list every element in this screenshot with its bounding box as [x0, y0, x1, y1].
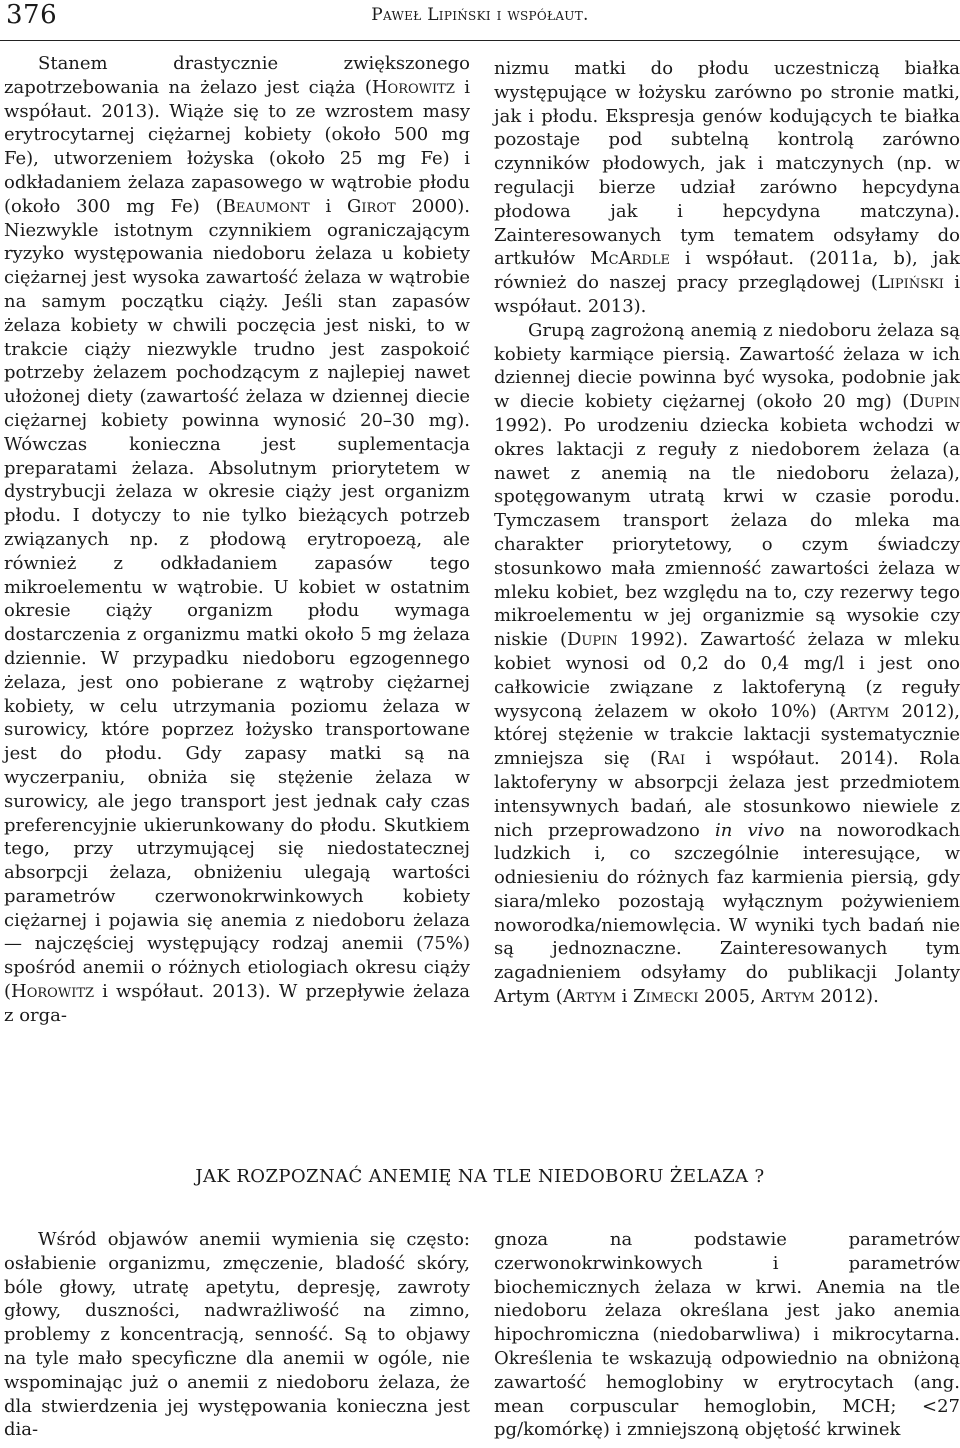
body-paragraph-continued: gnoza na podstawie parametrów czerwonokrwinkowych i parametrów biochemicznych żelaza w krwi. Anemia na tle niedoboru żelaza określana jest jako anemia hipochromiczna (niedobarwliwa) i mikrocytarna. Określenia te wskazują odpowiednio na obniżoną zawartość hemoglobiny w erytrocytach (ang. mean corpuscular hemoglobin, MCH; <27 pg/komórkę) i zmniejszoną objętość krwinek	[494, 1229, 960, 1441]
author-citation: Lipiński	[877, 272, 944, 294]
body-paragraph: Grupą zagrożoną anemią z niedoboru żelaza są kobiety karmiące piersią. Zawartość żelaza w ich dziennej diecie powinna być wysoka, podobnie jak w diecie kobiety ciężarnej (około 20 mg) (Dupin 1992). Po urodzeniu dziecka kobieta wchodzi w okres laktacji z reguły z niedoborem żelaza (a nawet z anemią na tle niedoboru żelaza), spotęgowanym utratą krwi w czasie porodu. Tymczasem transport żelaza do mleka ma charakter priorytetowy, o czym świadczy stosunkowo mała zmienność zawartości żelaza w mleku kobiet, bez względu na to, czy rezerwy tego mikroelementu w jej organizmie są wysokie czy niskie (Dupin 1992). Zawartość żelaza w mleku kobiet wynosi od 0,2 do 0,4 mg/l i jest ono całkowicie związane z laktoferyną (z reguły wysyconą żelazem w około 10%) (Artym 2012), której stężenie w trakcie laktacji systematycznie zmniejsza się (Rai i współaut. 2014). Rola laktoferyny w absorpcji żelaza jest przedmiotem intensywnych badań, ale stosunkowo niewiele z nich przeprowadzono in vivo na noworodkach ludzkich i, co szczególnie interesujące, w odniesieniu do różnych faz karmienia piersią, gdy siara/mleko pozostają wyłącznym pożywieniem noworodka/niemowlęcia. W wyniki tych badań nie są jednoznaczne. Zainteresowanych tym zagadnieniem odsyłamy do publikacji Jolanty Artym (Artym i Zimecki 2005, Artym 2012).	[494, 319, 960, 1008]
left-column-bottom	[4, 1228, 470, 1442]
running-header	[0, 0, 960, 41]
right-column-top	[494, 57, 960, 1009]
left-column-top	[4, 52, 470, 1028]
author-citation: Beaumont	[222, 195, 310, 217]
body-paragraph: Wśród objawów anemii wymienia się często: osłabienie organizmu, zmęczenie, bladość skóry, bóle głowy, utratę apetytu, depresję, zawroty głowy, duszności, nadwrażliwość na zimno, problemy z koncentracją, senność. Są to objawy na tyle mało specyficzne dla anemii w ogóle, nie wspominając już o anemii z niedoboru żelaza, że dla stwierdzenia jej występowania konieczna jest dia-	[4, 1229, 470, 1441]
body-paragraph: Stanem drastycznie zwiększonego zapotrzebowania na żelazo jest ciąża (Horowitz i współaut. 2013). Wiąże się to ze wzrostem masy erytrocytarnej ciężarnej kobiety (około 500 mg Fe), utworzeniem łożyska (około 25 mg Fe) i odkładaniem żelaza zapasowego w wątrobie płodu (około 300 mg Fe) (Beaumont i Girot 2000). Niezwykle istotnym czynnikiem ograniczającym ryzyko występowania niedoboru żelaza u kobiety ciężarnej jest wysoka zawartość żelaza w wątrobie na samym początku ciąży. Jeśli stan zapasów żelaza kobiety w chwili poczęcia jest niski, to w trakcie ciąży niezwykle trudno jest zaspokoić potrzeby żelazem pochodzącym z najlepiej nawet ułożonej diety (zawartość żelaza w dziennej diecie ciężarnej kobiety powinna wynosić 20–30 mg). Wówczas konieczna jest suplementacja preparatami żelaza. Absolutnym priorytetem w dystrybucji żelaza w okresie ciąży jest organizm płodu. I dotyczy to nie tylko bieżących potrzeb związanych np. z płodową erytropoezą, ale również z odkładaniem zapasów tego mikroelementu w wątrobie. U kobiet w ostatnim okresie ciąży organizm płodu wymaga dostarczenia z organizmu matki około 5 mg żelaza dziennie. W przypadku niedoboru egzogennego żelaza, jest ono pobierane z wątroby ciężarnej kobiety, w celu utrzymania poziomu żelaza w surowicy, które poprzez łożysko transportowane jest do płodu. Gdy zapasy matki są na wyczerpaniu, obniża się stężenie żelaza w surowicy, ale jego transport jest jednak cały czas preferencyjnie ukierunkowany do płodu. Skutkiem tego, przy utrzymującej się niedostatecznej absorpcji żelaza, obniżeniu ulegają wartości parametrów czerwonokrwinkowych kobiety ciężarnej i pojawia się anemia z niedoboru żelaza — najczęściej występujący rodzaj anemii (75%) spośród anemii o różnych etiologiach okresu ciąży (Horowitz i współaut. 2013). W przepływie żelaza z orga-	[4, 53, 471, 1026]
author-citation: Artym	[761, 986, 815, 1008]
author-citation: Rai	[657, 748, 686, 770]
author-citation: Artym	[562, 986, 616, 1008]
author-citation: Horowitz	[11, 981, 95, 1003]
right-column-bottom	[494, 1228, 960, 1442]
section-heading: JAK ROZPOZNAĆ ANEMIĘ NA TLE NIEDOBORU ŻELAZA ?	[195, 1166, 765, 1187]
author-citation: Artym	[836, 700, 890, 722]
author-citation: Zimecki	[633, 986, 699, 1008]
author-citation: Dupin	[566, 629, 618, 651]
body-paragraph-continued: nizmu matki do płodu uczestniczą białka występujące w łożysku zarówno po stronie matki, jak i płodu. Ekspresja genów kodujących te białka pozostaje pod subtelną kontrolą zarówno czynników płodowych, jak i matczynych (np. w regulacji bierze udział zarówno hepcydyna płodowa jak i hepcydyna matczyna). Zainteresowanych tym tematem odsyłamy do artkułów McArdle i współaut. (2011a, b), jak również do naszej pracy przeglądowej (Lipiński i współaut. 2013).	[494, 58, 960, 317]
author-citation: McArdle	[590, 248, 670, 270]
page-number: 376	[6, 0, 58, 30]
author-citation: Horowitz	[371, 76, 455, 98]
italic-term: in vivo	[714, 819, 785, 841]
running-title: Paweł Lipiński i współaut.	[371, 5, 589, 25]
author-citation: Dupin	[909, 391, 960, 413]
author-citation: Girot	[347, 195, 396, 217]
